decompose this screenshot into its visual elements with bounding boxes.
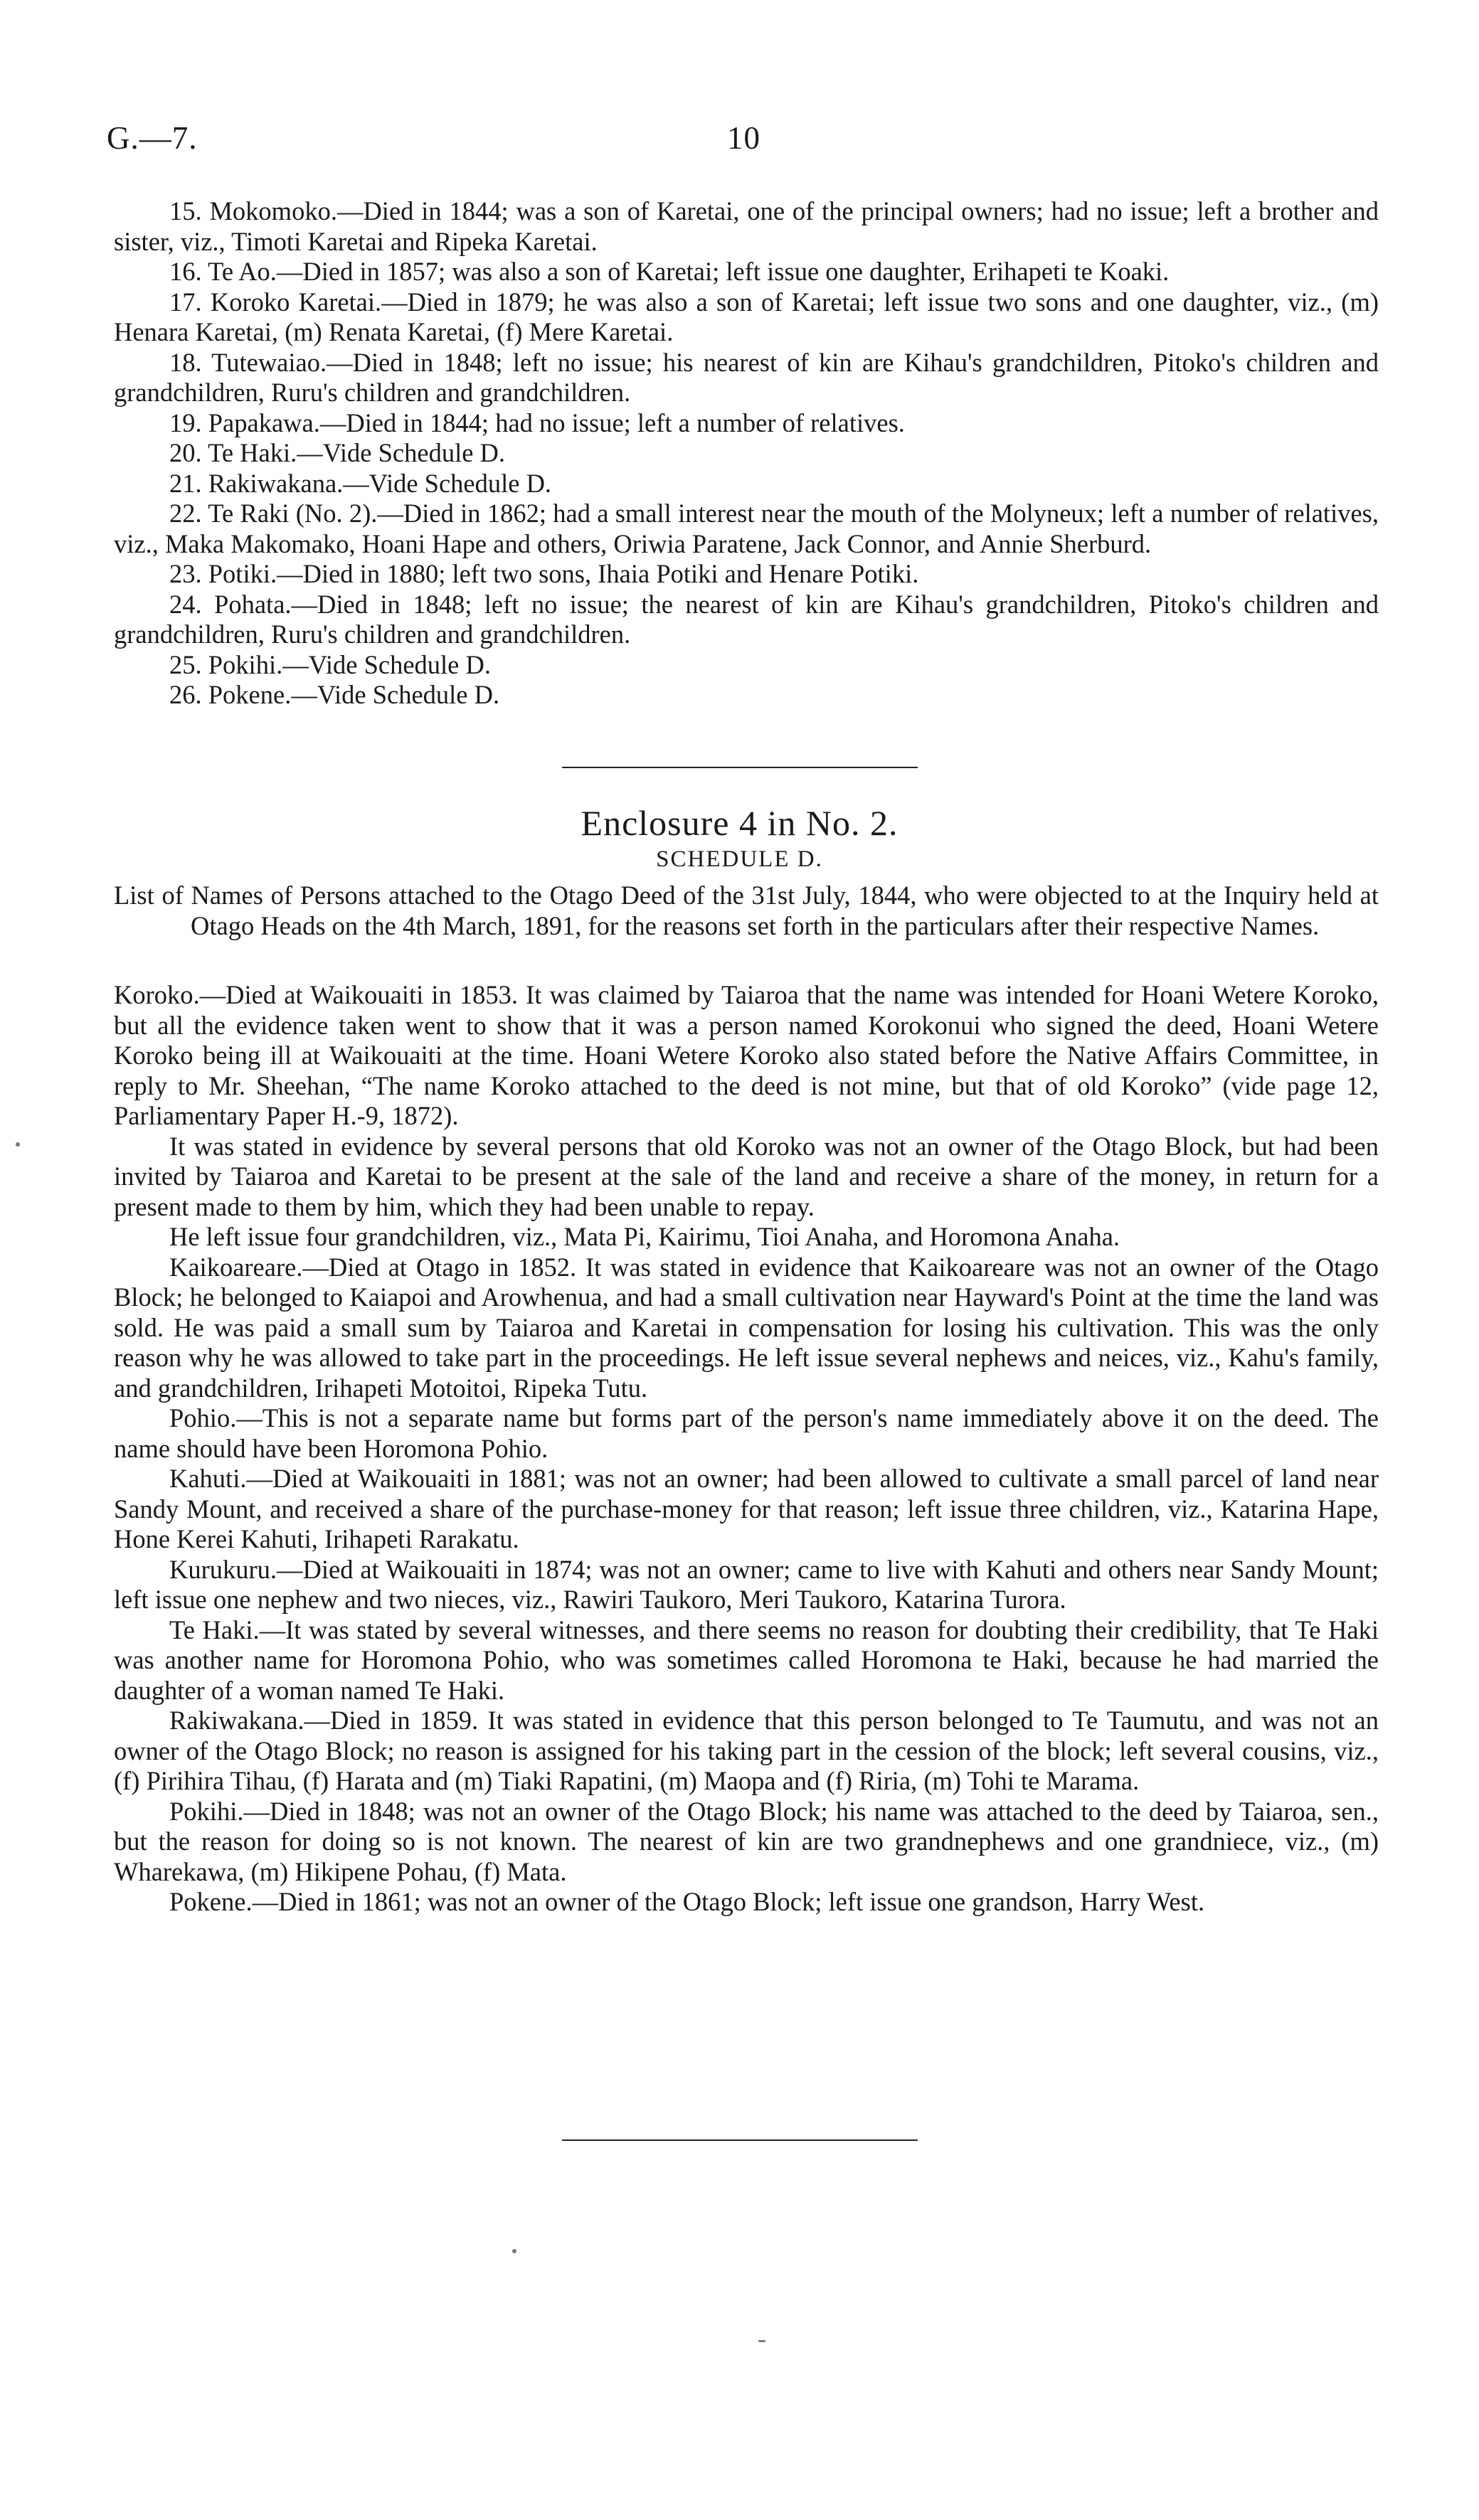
entry-21: 21. Rakiwakana.—Vide Schedule D. (169, 468, 552, 498)
scan-speck (758, 2340, 765, 2342)
scan-speck (512, 2249, 516, 2253)
schedule-heading: SCHEDULE D. (656, 846, 823, 872)
entry-koroko-evidence: It was stated in evidence by several persons that old Koroko was not an owner of the Otago Block, but had been invited by Taiaroa and Karetai to be present at the sale of the land and receive a share of the money, in return for a present made to them by him, which they had been unable to repay. (114, 1131, 1379, 1221)
entry-koroko: Koroko.—Died at Waikouaiti in 1853. It was claimed by Taiaroa that the name was intended for Hoani Wetere Koroko, but all the evidence taken went to show that it was a person named Korokonui who signed the deed, Hoani Wetere Koroko being ill at Waikouaiti at the time. Hoani Wetere Koroko also stated before the Native Affairs Committee, in reply to Mr. Sheehan, “The name Koroko attached to the deed is not mine, but that of old Koroko” (vide page 12, Parliamentary Paper H.-9, 1872). (114, 980, 1379, 1130)
entry-rakiwakana: Rakiwakana.—Died in 1859. It was stated in evidence that this person belonged to Te Taumutu, and was not an owner of the Otago Block; no reason is assigned for his taking part in the cession of the block; left several cousins, viz., (f) Pirihira Tihau, (f) Harata and (m) Tiaki Rapatini, (m) Maopa and (f) Riria, (m) Tohi te Marama. (114, 1706, 1379, 1795)
document-reference: G.—7. (107, 120, 198, 156)
entry-pokihi: Pokihi.—Died in 1848; was not an owner of the Otago Block; his name was attached to the deed by Taiaroa, sen., but the reason for doing so is not known. The nearest of kin are two grandnephews and one grandniece, viz., (m) Wharekawa, (m) Hikipene Pohau, (f) Mata. (114, 1796, 1379, 1886)
end-divider (562, 2139, 918, 2141)
entry-kaikoareare: Kaikoareare.—Died at Otago in 1852. It was stated in evidence that Kaikoareare was not an owner of the Otago Block; he belonged to Kaiapoi and Arowhenua, and had a small cultivation near Hayward's Point at the time the land was sold. He was paid a small sum by Taiaroa and Karetai in compensation for losing his cultivation. This was the only reason why he was allowed to take part in the proceedings. He left issue several nephews and neices, viz., Kahu's family, and grandchildren, Irihapeti Motoitoi, Ripeka Tutu. (114, 1252, 1379, 1403)
entry-24: 24. Pohata.—Died in 1848; left no issue; the nearest of kin are Kihau's grandchildren, Pitoko's children and grandchildren, Ruru's children and grandchildren. (114, 589, 1379, 649)
entry-koroko-issue: He left issue four grandchildren, viz., Mata Pi, Kairimu, Tioi Anaha, and Horomona Anaha. (169, 1222, 1120, 1251)
list-title: List of Names of Persons attached to the Otago Deed of the 31st July, 1844, who were objected to at the Inquiry held at Otago Heads on the 4th March, 1891, for the reasons set forth in the particulars after their respective Names. (114, 881, 1379, 940)
entry-pokene: Pokene.—Died in 1861; was not an owner of the Otago Block; left issue one grandson, Harry West. (169, 1887, 1205, 1916)
entry-kahuti: Kahuti.—Died at Waikouaiti in 1881; was not an owner; had been allowed to cultivate a small parcel of land near Sandy Mount, and received a share of the purchase-money for that reason; left issue three children, viz., Katarina Hape, Hone Kerei Kahuti, Irihapeti Rarakatu. (114, 1464, 1379, 1553)
entry-16: 16. Te Ao.—Died in 1857; was also a son of Karetai; left issue one daughter, Erihapeti te Koaki. (169, 257, 1170, 286)
entry-18: 18. Tutewaiao.—Died in 1848; left no issue; his nearest of kin are Kihau's grandchildren, Pitoko's children and grandchildren, Ruru's children and grandchildren. (114, 347, 1379, 407)
entry-17: 17. Koroko Karetai.—Died in 1879; he was also a son of Karetai; left issue two sons and one daughter, viz., (m) Henara Karetai, (m) Renata Karetai, (f) Mere Karetai. (114, 287, 1379, 346)
enclosure-title: Enclosure 4 in No. 2. (581, 803, 898, 843)
entry-19: 19. Papakawa.—Died in 1844; had no issue; left a number of relatives. (169, 408, 905, 437)
section-divider (562, 767, 918, 768)
scan-speck (16, 1142, 20, 1147)
entry-23: 23. Potiki.—Died in 1880; left two sons, Ihaia Potiki and Henare Potiki. (169, 559, 919, 588)
entry-15: 15. Mokomoko.—Died in 1844; was a son of Karetai, one of the principal owners; had no issue; left a brother and sister, viz., Timoti Karetai and Ripeka Karetai. (114, 196, 1379, 256)
entry-22: 22. Te Raki (No. 2).—Died in 1862; had a small interest near the mouth of the Molyneux; left a number of relatives, viz., Maka Makomako, Hoani Hape and others, Oriwia Paratene, Jack Connor, and Annie Sherburd. (114, 499, 1379, 558)
entry-25: 25. Pokihi.—Vide Schedule D. (169, 649, 491, 679)
entry-pohio: Pohio.—This is not a separate name but forms part of the person's name immediately above it on the deed. The name should have been Horomona Pohio. (114, 1403, 1379, 1463)
page-number: 10 (727, 120, 760, 156)
section-entries-15-26 (114, 196, 1379, 711)
schedule-d-entries (114, 980, 1379, 1918)
entry-20: 20. Te Haki.—Vide Schedule D. (169, 438, 506, 467)
entry-te-haki: Te Haki.—It was stated by several witnesses, and there seems no reason for doubting their credibility, that Te Haki was another name for Horomona Pohio, who was sometimes called Horomona te Haki, because he had married the daughter of a woman named Te Haki. (114, 1615, 1379, 1705)
entry-kurukuru: Kurukuru.—Died at Waikouaiti in 1874; was not an owner; came to live with Kahuti and others near Sandy Mount; left issue one nephew and two nieces, viz., Rawiri Taukoro, Meri Taukoro, Katarina Turora. (114, 1554, 1379, 1614)
entry-26: 26. Pokene.—Vide Schedule D. (169, 680, 500, 709)
